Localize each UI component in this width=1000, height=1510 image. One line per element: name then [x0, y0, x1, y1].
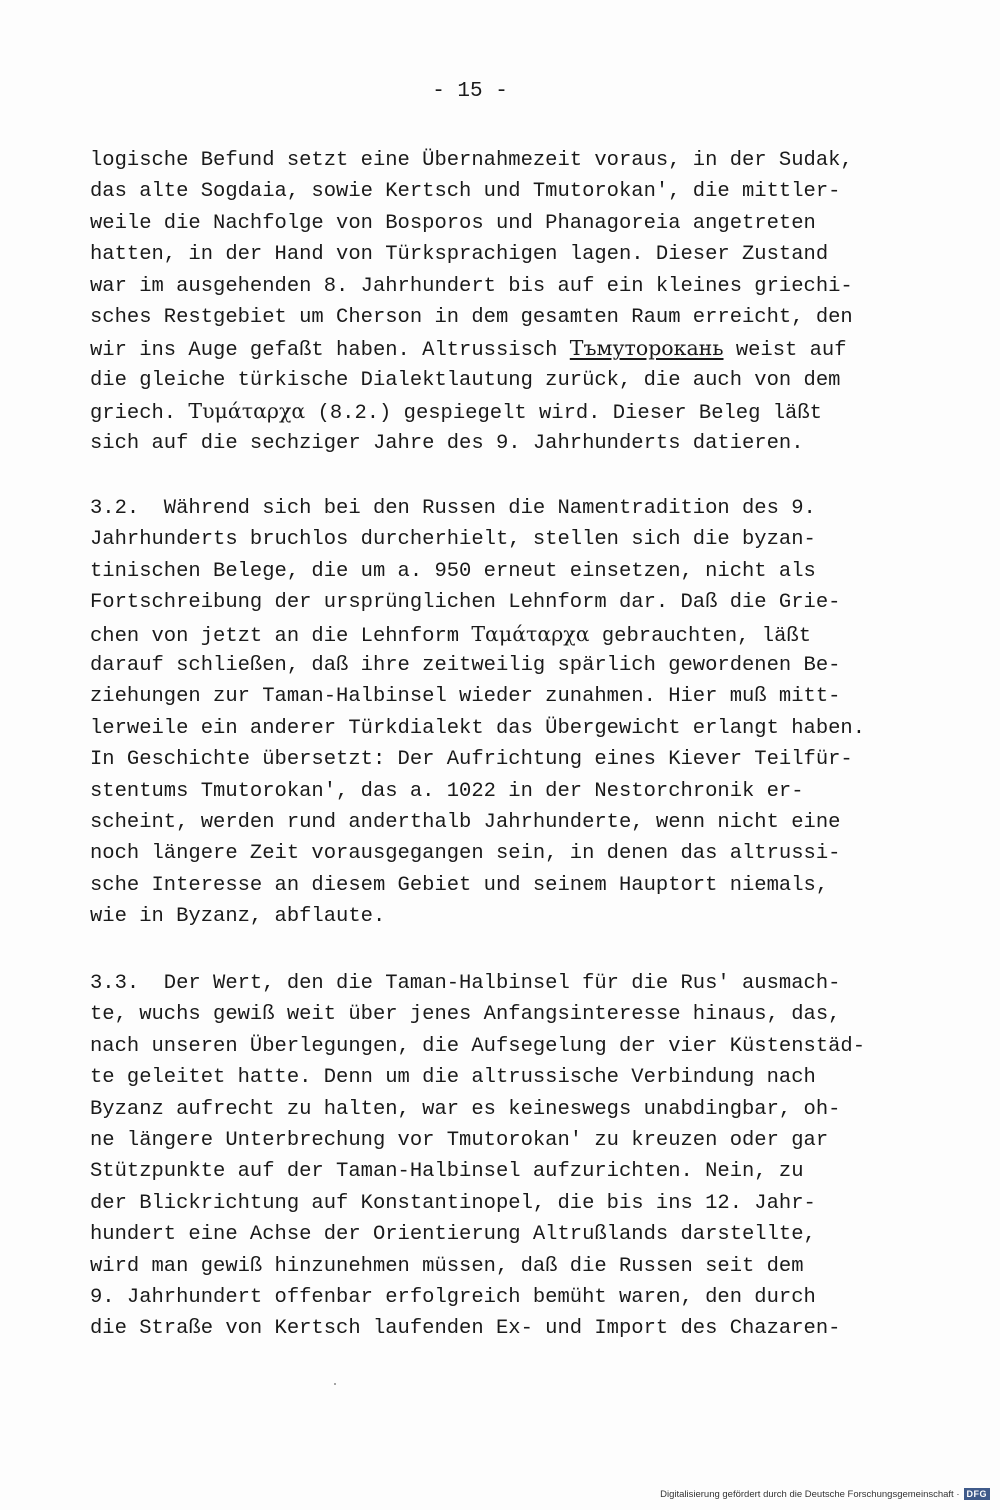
- text-line: war im ausgehenden 8. Jahrhundert bis auf ein kleines griechi-: [90, 274, 853, 298]
- text-segment: (8.2.) gespiegelt wird. Dieser Beleg läßt: [305, 402, 822, 426]
- digitization-footer: [660, 1486, 990, 1502]
- text-line: logische Befund setzt eine Übernahmezeit voraus, in der Sudak,: [90, 149, 853, 172]
- text-line: scheint, werden rund anderthalb Jahrhunderte, wenn nicht eine: [90, 810, 841, 834]
- text-line: sches Restgebiet um Cherson in dem gesamten Raum erreicht, den: [90, 305, 853, 329]
- paragraph-3-3: [90, 968, 950, 1345]
- text-line: stentums Tmutorokan', das a. 1022 in der Nestorchronik er-: [90, 779, 804, 803]
- text-line: die Straße von Kertsch laufenden Ex- und Import des Chazaren-: [90, 1317, 841, 1341]
- text-line: [90, 396, 950, 427]
- text-line: ne längere Unterbrechung vor Tmutorokan' zu kreuzen oder gar: [90, 1128, 829, 1152]
- text-line: Jahrhunderts bruchlos durcherhielt, stellen sich die byzan-: [90, 528, 816, 552]
- greek-term: Τυμάταρχα: [188, 399, 306, 424]
- text-line: 3.3. Der Wert, den die Taman-Halbinsel für die Rus' ausmach-: [90, 972, 841, 995]
- text-line: darauf schließen, daß ihre zeitweilig spärlich gewordenen Be-: [90, 653, 841, 677]
- old-russian-term: Тъмуторокань: [569, 336, 724, 361]
- text-line: das alte Sogdaia, sowie Kertsch und Tmutorokan', die mittler-: [90, 180, 841, 204]
- text-line: Stützpunkte auf der Taman-Halbinsel aufzurichten. Nein, zu: [90, 1160, 804, 1184]
- text-line: wird man gewiß hinzunehmen müssen, daß die Russen seit dem: [90, 1254, 804, 1278]
- text-line: Fortschreibung der ursprünglichen Lehnform dar. Daß die Grie-: [90, 591, 841, 615]
- text-line: sich auf die sechziger Jahre des 9. Jahrhunderts datieren.: [90, 431, 804, 455]
- text-line: [90, 333, 950, 364]
- text-line: ziehungen zur Taman-Halbinsel wieder zunahmen. Hier muß mitt-: [90, 685, 841, 709]
- text-segment: wir ins Auge gefaßt haben. Altrussisch: [90, 339, 570, 363]
- text-line: hatten, in der Hand von Türksprachigen lagen. Dieser Zustand: [90, 243, 829, 267]
- greek-term: Ταμάταρχα: [471, 621, 590, 646]
- text-line: 9. Jahrhundert offenbar erfolgreich bemüht waren, den durch: [90, 1285, 816, 1309]
- page-number: - 15 -: [432, 80, 508, 103]
- text-line: noch längere Zeit vorausgegangen sein, in denen das altrussi-: [90, 842, 841, 866]
- text-line: 3.2. Während sich bei den Russen die Namentradition des 9.: [90, 497, 816, 520]
- text-line: sche Interesse an diesem Gebiet und seinem Hauptort niemals,: [90, 873, 829, 897]
- text-line: wie in Byzanz, abflaute.: [90, 905, 386, 929]
- text-line: nach unseren Überlegungen, die Aufsegelung der vier Küstenstäd-: [90, 1034, 866, 1058]
- text-segment: chen von jetzt an die Lehnform: [90, 624, 472, 648]
- paragraph-continuation: [90, 145, 950, 459]
- text-line: [90, 619, 950, 650]
- text-line: In Geschichte übersetzt: Der Aufrichtung eines Kiever Teilfür-: [90, 748, 853, 772]
- scan-speck: [334, 1383, 336, 1385]
- text-line: der Blickrichtung auf Konstantinopel, die bis ins 12. Jahr-: [90, 1191, 816, 1215]
- text-line: hundert eine Achse der Orientierung Altrußlands darstellte,: [90, 1223, 816, 1247]
- text-line: die gleiche türkische Dialektlautung zurück, die auch von dem: [90, 368, 841, 392]
- text-line: te geleitet hatte. Denn um die altrussische Verbindung nach: [90, 1066, 816, 1090]
- paragraph-3-2: [90, 493, 950, 932]
- dfg-logo: DFG: [964, 1488, 991, 1500]
- text-segment: gebrauchten, läßt: [589, 624, 811, 648]
- funding-notice: Digitalisierung gefördert durch die Deutsche Forschungsgemeinschaft ·: [660, 1488, 960, 1500]
- text-line: Byzanz aufrecht zu halten, war es keineswegs unabdingbar, oh-: [90, 1097, 841, 1121]
- text-line: tinischen Belege, die um a. 950 erneut einsetzen, nicht als: [90, 559, 816, 583]
- text-line: te, wuchs gewiß weit über jenes Anfangsinteresse hinaus, das,: [90, 1003, 841, 1027]
- text-segment: weist auf: [723, 339, 847, 363]
- text-line: weile die Nachfolge von Bosporos und Phanagoreia angetreten: [90, 211, 816, 235]
- text-segment: griech.: [90, 402, 189, 426]
- text-line: lerweile ein anderer Türkdialekt das Übergewicht erlangt haben.: [90, 716, 866, 740]
